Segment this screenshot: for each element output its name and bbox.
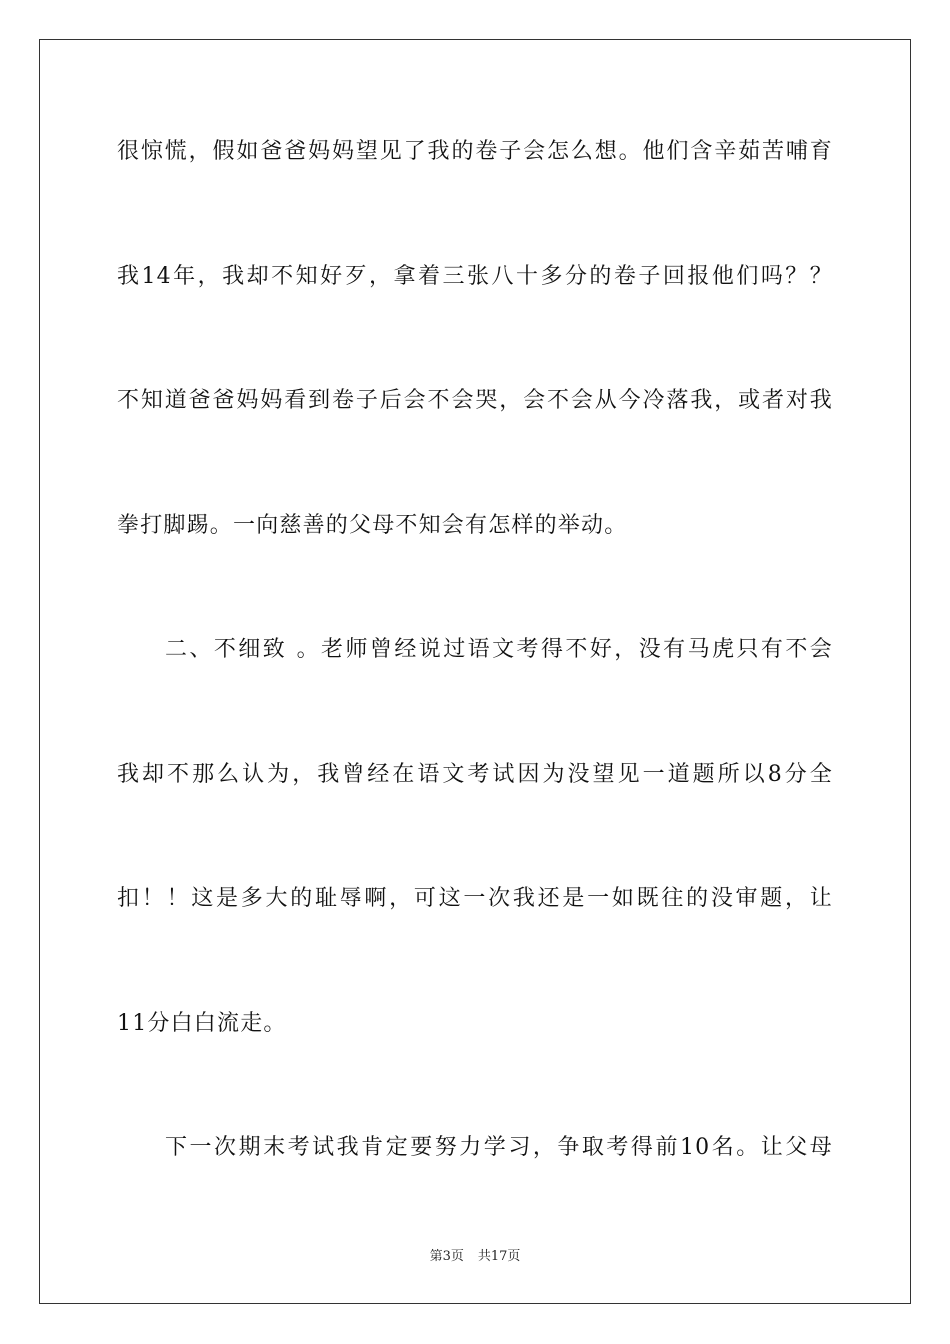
text-line: 不知道爸爸妈妈看到卷子后会不会哭，会不会从今冷落我，或者对我: [117, 388, 833, 413]
page-footer: [0, 1248, 950, 1266]
page-number: 第3页: [429, 1249, 464, 1264]
paragraph-start-line: 下一次期末考试我肯定要努力学习，争取考得前10名。让父母: [165, 1135, 833, 1160]
text-line: 很惊慌，假如爸爸妈妈望见了我的卷子会怎么想。他们含辛茹苦哺育: [117, 139, 833, 164]
page-border: [39, 39, 911, 1304]
text-line: 11分白白流走。: [117, 1011, 287, 1036]
paragraph-start-line: 二、不细致 。老师曾经说过语文考得不好，没有马虎只有不会: [165, 637, 833, 662]
text-line: 拳打脚踢。一向慈善的父母不知会有怎样的举动。: [117, 513, 628, 538]
text-line: 我却不那么认为，我曾经在语文考试因为没望见一道题所以8分全: [117, 762, 833, 787]
text-line: 我14年，我却不知好歹，拿着三张八十多分的卷子回报他们吗？？: [117, 264, 833, 289]
page-total: 共17页: [477, 1249, 521, 1264]
text-line: 扣！！这是多大的耻辱啊，可这一次我还是一如既往的没审题，让: [117, 886, 833, 911]
